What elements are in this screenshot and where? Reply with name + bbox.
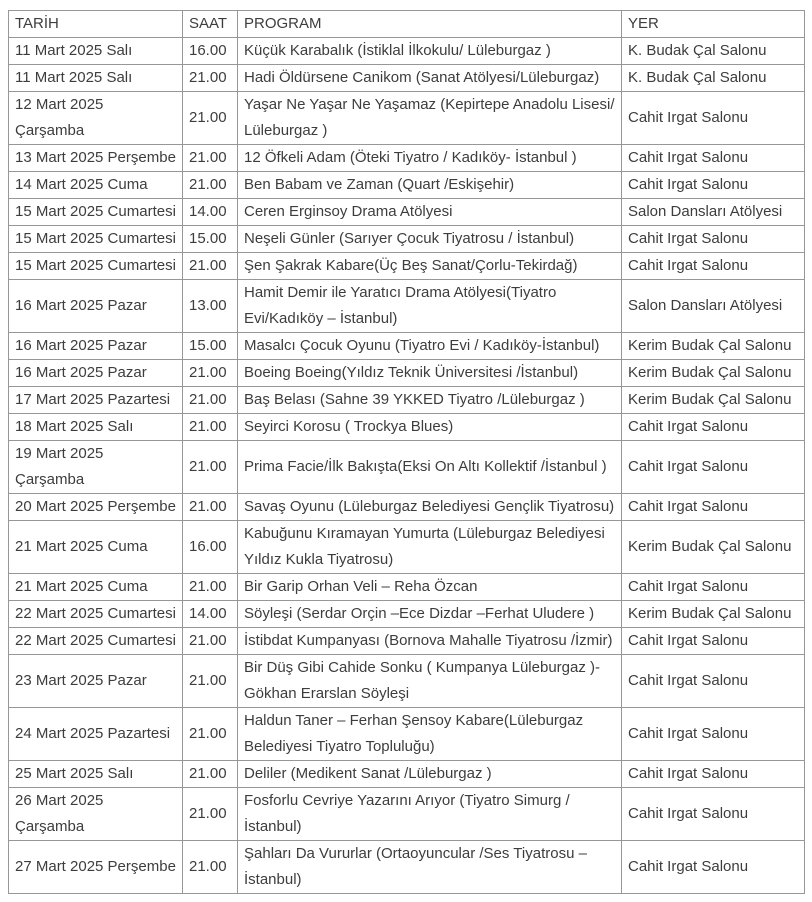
date-cell: 15 Mart 2025 Cumartesi	[9, 226, 183, 253]
date-cell: 25 Mart 2025 Salı	[9, 761, 183, 788]
table-row	[9, 38, 805, 65]
program-cell: Ceren Erginsoy Drama Atölyesi	[238, 199, 622, 226]
date-cell: 18 Mart 2025 Salı	[9, 414, 183, 441]
time-cell: 21.00	[183, 441, 238, 494]
date-cell: 27 Mart 2025 Perşembe	[9, 841, 183, 894]
table-row	[9, 441, 805, 494]
time-cell: 13.00	[183, 280, 238, 333]
venue-cell: Cahit Irgat Salonu	[622, 841, 805, 894]
date-cell: 22 Mart 2025 Cumartesi	[9, 601, 183, 628]
table-row	[9, 521, 805, 574]
table-row	[9, 708, 805, 761]
date-cell: 17 Mart 2025 Pazartesi	[9, 387, 183, 414]
venue-cell: Cahit Irgat Salonu	[622, 92, 805, 145]
date-cell: 11 Mart 2025 Salı	[9, 65, 183, 92]
program-cell: Hadi Öldürsene Canikom (Sanat Atölyesi/Lüleburgaz)	[238, 65, 622, 92]
time-cell: 21.00	[183, 494, 238, 521]
time-cell: 21.00	[183, 387, 238, 414]
table-row	[9, 841, 805, 894]
table-row	[9, 65, 805, 92]
date-cell: 12 Mart 2025 Çarşamba	[9, 92, 183, 145]
program-cell: Haldun Taner – Ferhan Şensoy Kabare(Lüleburgaz Belediyesi Tiyatro Topluluğu)	[238, 708, 622, 761]
header-date: TARİH	[9, 11, 183, 38]
table-row	[9, 601, 805, 628]
date-cell: 22 Mart 2025 Cumartesi	[9, 628, 183, 655]
table-row	[9, 788, 805, 841]
program-cell: 12 Öfkeli Adam (Öteki Tiyatro / Kadıköy- İstanbul )	[238, 145, 622, 172]
table-row	[9, 199, 805, 226]
time-cell: 21.00	[183, 841, 238, 894]
time-cell: 21.00	[183, 788, 238, 841]
time-cell: 16.00	[183, 521, 238, 574]
table-row	[9, 92, 805, 145]
venue-cell: Cahit Irgat Salonu	[622, 708, 805, 761]
table-row	[9, 655, 805, 708]
venue-cell: Kerim Budak Çal Salonu	[622, 601, 805, 628]
theatre-schedule-table	[8, 10, 805, 894]
date-cell: 16 Mart 2025 Pazar	[9, 333, 183, 360]
program-cell: İstibdat Kumpanyası (Bornova Mahalle Tiyatrosu /İzmir)	[238, 628, 622, 655]
time-cell: 21.00	[183, 708, 238, 761]
time-cell: 21.00	[183, 761, 238, 788]
venue-cell: Cahit Irgat Salonu	[622, 761, 805, 788]
date-cell: 15 Mart 2025 Cumartesi	[9, 253, 183, 280]
time-cell: 15.00	[183, 226, 238, 253]
date-cell: 16 Mart 2025 Pazar	[9, 360, 183, 387]
table-header-row	[9, 11, 805, 38]
table-row	[9, 360, 805, 387]
venue-cell: Cahit Irgat Salonu	[622, 226, 805, 253]
time-cell: 21.00	[183, 628, 238, 655]
time-cell: 21.00	[183, 172, 238, 199]
program-cell: Bir Düş Gibi Cahide Sonku ( Kumpanya Lüleburgaz )- Gökhan Erarslan Söyleşi	[238, 655, 622, 708]
program-cell: Küçük Karabalık (İstiklal İlkokulu/ Lüleburgaz )	[238, 38, 622, 65]
date-cell: 16 Mart 2025 Pazar	[9, 280, 183, 333]
table-row	[9, 628, 805, 655]
program-cell: Ben Babam ve Zaman (Quart /Eskişehir)	[238, 172, 622, 199]
table-row	[9, 280, 805, 333]
time-cell: 16.00	[183, 38, 238, 65]
venue-cell: K. Budak Çal Salonu	[622, 65, 805, 92]
table-row	[9, 333, 805, 360]
venue-cell: Cahit Irgat Salonu	[622, 145, 805, 172]
venue-cell: Cahit Irgat Salonu	[622, 172, 805, 199]
time-cell: 21.00	[183, 253, 238, 280]
venue-cell: Cahit Irgat Salonu	[622, 628, 805, 655]
date-cell: 19 Mart 2025 Çarşamba	[9, 441, 183, 494]
table-row	[9, 387, 805, 414]
program-cell: Yaşar Ne Yaşar Ne Yaşamaz (Kepirtepe Anadolu Lisesi/ Lüleburgaz )	[238, 92, 622, 145]
program-cell: Deliler (Medikent Sanat /Lüleburgaz )	[238, 761, 622, 788]
venue-cell: Kerim Budak Çal Salonu	[622, 521, 805, 574]
date-cell: 20 Mart 2025 Perşembe	[9, 494, 183, 521]
venue-cell: Salon Dansları Atölyesi	[622, 199, 805, 226]
program-cell: Neşeli Günler (Sarıyer Çocuk Tiyatrosu / İstanbul)	[238, 226, 622, 253]
program-cell: Masalcı Çocuk Oyunu (Tiyatro Evi / Kadıköy-İstanbul)	[238, 333, 622, 360]
time-cell: 15.00	[183, 333, 238, 360]
date-cell: 26 Mart 2025 Çarşamba	[9, 788, 183, 841]
venue-cell: Kerim Budak Çal Salonu	[622, 360, 805, 387]
table-row	[9, 494, 805, 521]
date-cell: 23 Mart 2025 Pazar	[9, 655, 183, 708]
date-cell: 21 Mart 2025 Cuma	[9, 574, 183, 601]
program-cell: Fosforlu Cevriye Yazarını Arıyor (Tiyatro Simurg / İstanbul)	[238, 788, 622, 841]
venue-cell: K. Budak Çal Salonu	[622, 38, 805, 65]
table-row	[9, 414, 805, 441]
venue-cell: Salon Dansları Atölyesi	[622, 280, 805, 333]
time-cell: 21.00	[183, 360, 238, 387]
venue-cell: Kerim Budak Çal Salonu	[622, 387, 805, 414]
table-row	[9, 761, 805, 788]
date-cell: 21 Mart 2025 Cuma	[9, 521, 183, 574]
time-cell: 14.00	[183, 199, 238, 226]
program-cell: Şen Şakrak Kabare(Üç Beş Sanat/Çorlu-Tekirdağ)	[238, 253, 622, 280]
venue-cell: Cahit Irgat Salonu	[622, 494, 805, 521]
program-cell: Şahları Da Vururlar (Ortaoyuncular /Ses Tiyatrosu – İstanbul)	[238, 841, 622, 894]
venue-cell: Cahit Irgat Salonu	[622, 253, 805, 280]
time-cell: 21.00	[183, 92, 238, 145]
time-cell: 21.00	[183, 145, 238, 172]
schedule-table-body	[9, 38, 805, 894]
venue-cell: Cahit Irgat Salonu	[622, 788, 805, 841]
program-cell: Bir Garip Orhan Veli – Reha Özcan	[238, 574, 622, 601]
date-cell: 14 Mart 2025 Cuma	[9, 172, 183, 199]
program-cell: Hamit Demir ile Yaratıcı Drama Atölyesi(Tiyatro Evi/Kadıköy – İstanbul)	[238, 280, 622, 333]
table-row	[9, 226, 805, 253]
date-cell: 15 Mart 2025 Cumartesi	[9, 199, 183, 226]
date-cell: 11 Mart 2025 Salı	[9, 38, 183, 65]
program-cell: Baş Belası (Sahne 39 YKKED Tiyatro /Lüleburgaz )	[238, 387, 622, 414]
time-cell: 21.00	[183, 414, 238, 441]
venue-cell: Cahit Irgat Salonu	[622, 441, 805, 494]
header-venue: YER	[622, 11, 805, 38]
venue-cell: Cahit Irgat Salonu	[622, 574, 805, 601]
program-cell: Kabuğunu Kıramayan Yumurta (Lüleburgaz Belediyesi Yıldız Kukla Tiyatrosu)	[238, 521, 622, 574]
venue-cell: Cahit Irgat Salonu	[622, 655, 805, 708]
program-cell: Savaş Oyunu (Lüleburgaz Belediyesi Gençlik Tiyatrosu)	[238, 494, 622, 521]
program-cell: Prima Facie/İlk Bakışta(Eksi On Altı Kollektif /İstanbul )	[238, 441, 622, 494]
venue-cell: Kerim Budak Çal Salonu	[622, 333, 805, 360]
program-cell: Söyleşi (Serdar Orçin –Ece Dizdar –Ferhat Uludere )	[238, 601, 622, 628]
table-row	[9, 253, 805, 280]
program-cell: Seyirci Korosu ( Trockya Blues)	[238, 414, 622, 441]
date-cell: 13 Mart 2025 Perşembe	[9, 145, 183, 172]
time-cell: 14.00	[183, 601, 238, 628]
venue-cell: Cahit Irgat Salonu	[622, 414, 805, 441]
date-cell: 24 Mart 2025 Pazartesi	[9, 708, 183, 761]
table-row	[9, 145, 805, 172]
header-program: PROGRAM	[238, 11, 622, 38]
program-cell: Boeing Boeing(Yıldız Teknik Üniversitesi /İstanbul)	[238, 360, 622, 387]
time-cell: 21.00	[183, 65, 238, 92]
time-cell: 21.00	[183, 574, 238, 601]
time-cell: 21.00	[183, 655, 238, 708]
table-row	[9, 574, 805, 601]
header-time: SAAT	[183, 11, 238, 38]
table-row	[9, 172, 805, 199]
